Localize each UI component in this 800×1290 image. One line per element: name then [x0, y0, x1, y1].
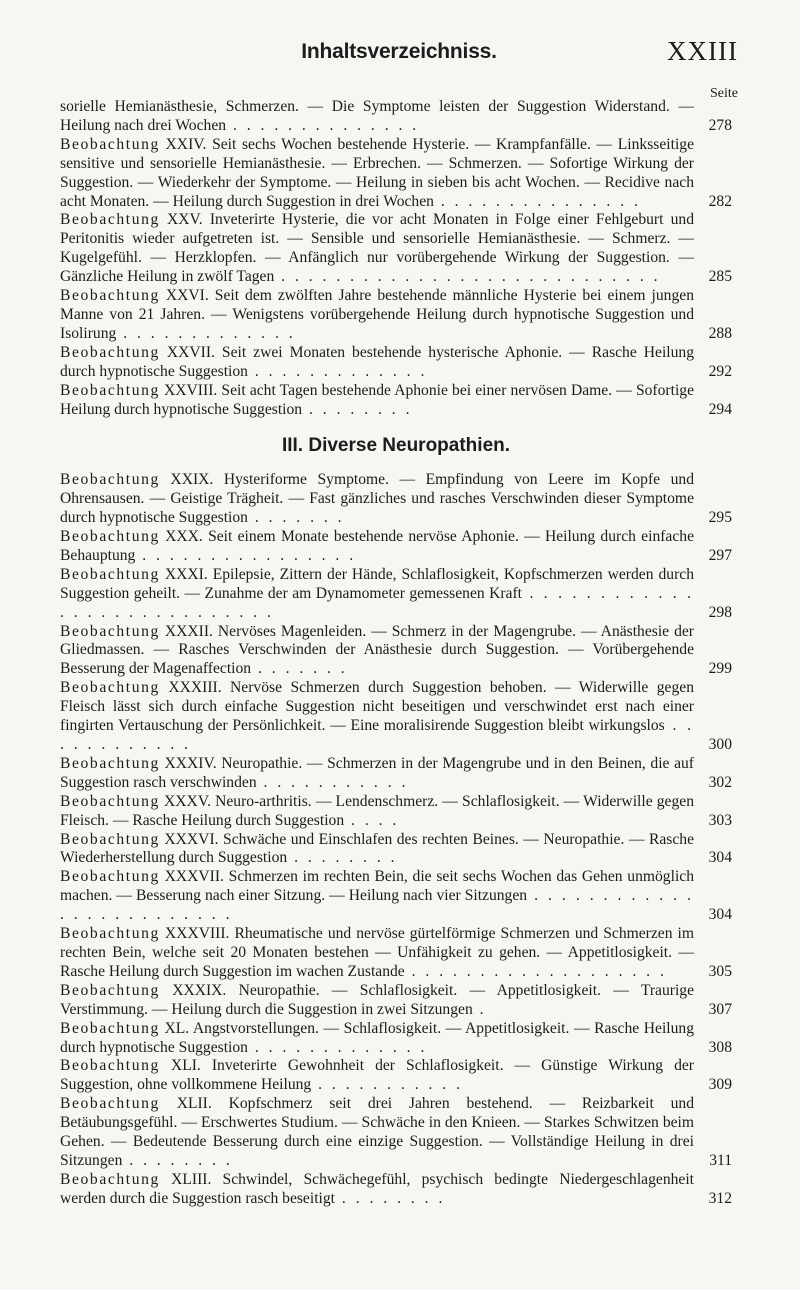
- toc-entry-text: [60, 868, 694, 925]
- leader-dots: . . . . . . . . . . . . .: [247, 1038, 428, 1056]
- leader-dots: . . . . . . . .: [335, 1189, 446, 1207]
- toc-entry-text: [60, 471, 694, 528]
- leader-dots: . . . . . . .: [247, 509, 345, 527]
- observation-label: Beobachtung: [60, 792, 160, 810]
- toc-entry-description: XXV. Inveterirte Hysterie, die vor acht Monaten in Folge einer Fehlgeburt und Peritonitis wieder aufgetreten ist. — Sensible und sensorielle Hemianästhesie. — Schmerz. — Kugelgefühl. — Herzklopfen. — Anfänglich nur vorübergehende Wirkung der Suggestion. — Gänzliche Heilung in zwölf Tagen: [60, 211, 694, 286]
- toc-entry-description: XXVIII. Seit acht Tagen bestehende Aphonie bei einer nervösen Dame. — Sofortige Heilung durch hypnotische Suggestion: [60, 381, 694, 418]
- toc-entry-text: [60, 344, 694, 382]
- toc-entry-page: 285: [708, 268, 732, 286]
- observation-label: Beobachtung: [60, 830, 160, 848]
- toc-entries-part-three: [60, 471, 732, 1208]
- leader-dots: . . . . . . .: [251, 660, 348, 678]
- toc-entry-text: [60, 287, 694, 344]
- toc-entry-text: [60, 831, 694, 869]
- toc-entry-page: 307: [708, 1000, 732, 1018]
- toc-entry-description: XL. Angstvorstellungen. — Schlaflosigkeit. — Appetitlosigkeit. — Rasche Heilung durch hypnotische Suggestion: [60, 1019, 694, 1056]
- toc-entry-description: XXXIII. Nervöse Schmerzen durch Suggestion behoben. — Widerwille gegen Fleisch lässt sich durch einfache Suggestion nicht beseitigen und verschwindet erst nach einer fingirten Vertauschung der Persönlichkeit. — Eine moralisirende Suggestion bleibt wirkungslos: [60, 679, 694, 735]
- toc-entry-text: [60, 982, 694, 1020]
- observation-label: Beobachtung: [60, 679, 160, 697]
- toc-entry-description: sorielle Hemianästhesie, Schmerzen. — Die Symptome leisten der Suggestion Widerstand. — Heilung nach drei Wochen: [60, 98, 694, 134]
- observation-label: Beobachtung: [60, 868, 160, 886]
- leader-dots: . . . . . . . . . . . . . . . . . . . . . . . . .: [60, 887, 694, 924]
- toc-entry-description: XLII. Kopfschmerz seit drei Jahren bestehend. — Reizbarkeit und Betäubungsgefühl. — Erschwertes Studium. — Schwäche in den Knieen. — Starkes Schwitzen beim Gehen. — Bedeutende Besserung durch eine einzige Suggestion. — Vollständige Heilung in drei Sitzungen: [60, 1095, 694, 1169]
- toc-entry: [60, 793, 732, 831]
- toc-entry-description: XXXVII. Schmerzen im rechten Bein, die seit sechs Wochen das Gehen unmöglich machen. — Besserung nach einer Sitzung. — Heilung nach vier Sitzungen: [60, 868, 694, 905]
- running-title: Inhaltsverzeichniss.: [301, 40, 497, 63]
- toc-entry: [60, 136, 732, 212]
- leader-dots: . . . . . . . .: [122, 1151, 233, 1169]
- toc-entry-page: 311: [709, 1151, 732, 1169]
- leader-dots: . . . . . . . . . . .: [311, 1076, 463, 1094]
- toc-entry-description: XXXI. Epilepsie, Zittern der Hände, Schlaflosigkeit, Kopfschmerzen werden durch Suggestion geheilt. — Zunahme der am Dynamometer gemessenen Kraft: [60, 565, 694, 602]
- toc-entry-page: 304: [708, 906, 732, 924]
- toc-entry-text: [60, 1095, 694, 1171]
- toc-entry-text: [60, 793, 694, 831]
- toc-entry-text: [60, 136, 694, 212]
- toc-entry-page: 312: [708, 1189, 732, 1207]
- toc-entry: [60, 566, 732, 623]
- toc-entry-page: 305: [708, 962, 732, 980]
- toc-entry-page: 295: [708, 509, 732, 527]
- toc-entry: [60, 831, 732, 869]
- observation-label: Beobachtung: [60, 1057, 160, 1075]
- toc-entry-page: 288: [708, 324, 732, 342]
- observation-label: Beobachtung: [60, 1095, 160, 1113]
- toc-entry-text: [60, 1057, 694, 1095]
- toc-entry-description: XXXV. Neuro-arthritis. — Lendenschmerz. — Schlaflosigkeit. — Widerwille gegen Fleisch. — Rasche Heilung durch Suggestion: [60, 792, 694, 829]
- toc-entry: [60, 287, 732, 344]
- toc-entry: [60, 925, 732, 982]
- page-header: [60, 36, 738, 70]
- toc-entry-page: 298: [708, 603, 732, 621]
- toc-entry: [60, 344, 732, 382]
- toc-entry: [60, 982, 732, 1020]
- toc-entry-description: XXXIX. Neuropathie. — Schlaflosigkeit. — Appetitlosigkeit. — Traurige Verstimmung. — Heilung durch die Suggestion in zwei Sitzungen: [60, 981, 694, 1018]
- toc-entry-description: XXXVIII. Rheumatische und nervöse gürtelförmige Schmerzen und Schmerzen im rechten Bein, welche seit 20 Monaten bestehen — Unfähigkeit zu gehen. — Appetitlosigkeit. — Rasche Heilung durch Suggestion im wachen Zustande: [60, 925, 694, 980]
- observation-label: Beobachtung: [60, 754, 160, 772]
- observation-label: Beobachtung: [60, 1170, 160, 1188]
- leader-dots: .: [472, 1000, 487, 1018]
- toc-entry: [60, 211, 732, 287]
- toc-entry-description: XXIX. Hysteriforme Symptome. — Empfindung von Leere im Kopfe und Ohrensausen. — Geistige Trägheit. — Fast gänzliches und rasches Verschwinden dieser Symptome durch hypnotische Suggestion: [60, 471, 694, 527]
- toc-entry-description: XXXIV. Neuropathie. — Schmerzen in der Magengrube und in den Beinen, die auf Suggestion rasch verschwinden: [60, 754, 694, 791]
- leader-dots: . . . . . . . . . . .: [256, 773, 409, 791]
- leader-dots: . . . . . . . .: [287, 849, 398, 867]
- leader-dots: . . . . . . . . . . . . .: [247, 362, 428, 380]
- section-heading: III. Diverse Neuropathien.: [281, 435, 511, 457]
- toc-entry-page: 282: [708, 192, 732, 210]
- observation-label: Beobachtung: [60, 381, 160, 399]
- toc-entry-page: 300: [708, 736, 732, 753]
- observation-label: Beobachtung: [60, 211, 160, 229]
- toc-entry-description: XXVII. Seit zwei Monaten bestehende hysterische Aphonie. — Rasche Heilung durch hypnotische Suggestion: [60, 343, 694, 380]
- toc-entry-page: 294: [708, 400, 732, 418]
- toc-entry: [60, 382, 732, 420]
- toc-entry-text: [60, 566, 694, 623]
- seite-column-label: Seite: [710, 86, 738, 101]
- leader-dots: . . . . . . . . . . . . . . . . . . . . . . . . . . . .: [60, 584, 695, 621]
- toc-entry-description: XLI. Inveterirte Gewohnheit der Schlaflosigkeit. — Günstige Wirkung der Suggestion, ohne vollkommene Heilung: [60, 1057, 694, 1094]
- toc-entry: [60, 755, 732, 793]
- toc-entry-text: [60, 1020, 694, 1058]
- observation-label: Beobachtung: [60, 528, 160, 546]
- page-number: XXIII: [667, 36, 738, 66]
- toc-entry: [60, 98, 732, 136]
- toc-entry-description: XXX. Seit einem Monate bestehende nervöse Aphonie. — Heilung durch einfache Behauptung: [60, 528, 694, 564]
- leader-dots: . . . .: [344, 811, 400, 829]
- toc-entry-text: [60, 211, 694, 287]
- leader-dots: . . . . . . . . . . . . . . .: [433, 192, 641, 210]
- toc-entry: [60, 1095, 732, 1171]
- leader-dots: . . . . . . . . . . . .: [60, 717, 695, 753]
- toc-entry: [60, 1020, 732, 1058]
- toc-entry-page: 309: [708, 1076, 732, 1094]
- toc-entry-description: XXVI. Seit dem zwölften Jahre bestehende männliche Hysterie bei einem jungen Manne von 21 Jahren. — Wenigstens vorübergehende Heilung durch hypnotische Suggestion und Isolirung: [60, 287, 694, 342]
- toc-entry-page: 308: [708, 1038, 732, 1056]
- toc-entry: [60, 623, 732, 680]
- toc-entry: [60, 1171, 732, 1209]
- toc-entry-page: 292: [708, 362, 732, 380]
- toc-entry-description: XXIV. Seit sechs Wochen bestehende Hysterie. — Krampfanfälle. — Linksseitige sensitive und sensorielle Hemianästhesie. — Erbrechen. — Schmerzen. — Sofortige Wirkung der Suggestion. — Wiederkehr der Symptome. — Heilung in sieben bis acht Wochen. — Recidive nach acht Monaten. — Heilung durch Suggestion in drei Wochen: [60, 135, 694, 210]
- observation-label: Beobachtung: [60, 287, 160, 305]
- toc-entry-text: [60, 925, 694, 982]
- observation-label: Beobachtung: [60, 471, 160, 489]
- observation-label: Beobachtung: [60, 343, 160, 361]
- leader-dots: . . . . . . . .: [302, 400, 413, 418]
- toc-entry-text: [60, 1171, 694, 1209]
- toc-entry: [60, 471, 732, 528]
- toc-entry: [60, 528, 732, 566]
- toc-entry-page: 302: [708, 773, 732, 791]
- toc-entry-text: [60, 755, 694, 793]
- toc-entry-page: 278: [708, 116, 732, 134]
- observation-label: Beobachtung: [60, 1019, 160, 1037]
- observation-label: Beobachtung: [60, 622, 160, 640]
- leader-dots: . . . . . . . . . . . . . .: [226, 116, 420, 134]
- toc-entry-description: XXXII. Nervöses Magenleiden. — Schmerz in der Magengrube. — Anästhesie der Gliedmassen. — Rasches Verschwinden der Anästhesie durch Suggestion. — Vorübergehende Besserung der Magenaffection: [60, 622, 694, 678]
- toc-entry-text: [60, 528, 694, 566]
- leader-dots: . . . . . . . . . . . . . . . . . . . . . . . . . . . .: [274, 268, 661, 286]
- table-of-contents: [60, 98, 732, 1209]
- toc-entry-text: [60, 98, 694, 136]
- leader-dots: . . . . . . . . . . . . . . . . . . .: [404, 962, 667, 980]
- observation-label: Beobachtung: [60, 135, 160, 153]
- observation-label: Beobachtung: [60, 981, 160, 999]
- toc-entry: [60, 679, 732, 755]
- toc-entry-description: XXXVI. Schwäche und Einschlafen des rechten Beines. — Neuropathie. — Rasche Wiederherstellung durch Suggestion: [60, 830, 694, 867]
- toc-entry: [60, 1057, 732, 1095]
- observation-label: Beobachtung: [60, 565, 160, 583]
- toc-entry-text: [60, 623, 694, 680]
- toc-entry-page: 303: [708, 811, 732, 829]
- toc-entry-page: 299: [708, 660, 732, 678]
- toc-entry: [60, 868, 732, 925]
- toc-entry-text: [60, 382, 694, 420]
- leader-dots: . . . . . . . . . . . . .: [116, 324, 296, 342]
- toc-entry-page: 304: [708, 849, 732, 867]
- toc-entry-text: [60, 679, 694, 755]
- toc-entry-page: 297: [708, 546, 732, 564]
- leader-dots: . . . . . . . . . . . . . . . .: [135, 546, 357, 564]
- toc-entry-description: XLIII. Schwindel, Schwächegefühl, psychisch bedingte Niedergeschlagenheit werden durch die Suggestion rasch beseitigt: [60, 1170, 694, 1207]
- toc-entries-part-two: [60, 98, 732, 419]
- observation-label: Beobachtung: [60, 925, 160, 943]
